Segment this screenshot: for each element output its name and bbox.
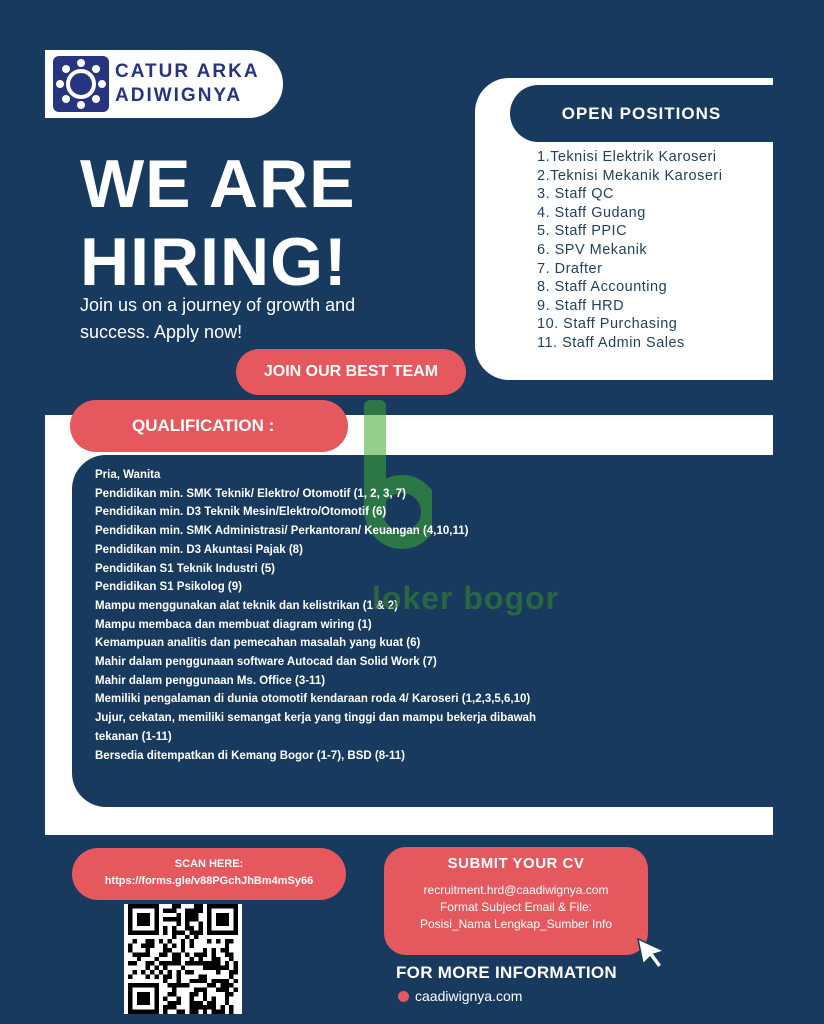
company-name-line2: ADIWIGNYA — [115, 85, 243, 106]
submit-cv-title: SUBMIT YOUR CV — [447, 855, 585, 872]
tagline: Join us on a journey of growth and success. Apply now! — [80, 295, 356, 342]
position-item: 3. Staff QC — [537, 186, 614, 203]
join-team-button[interactable]: JOIN OUR BEST TEAM — [236, 349, 466, 395]
company-logo — [45, 50, 283, 118]
positions-title: OPEN POSITIONS — [510, 85, 773, 142]
qualification-item: Pendidikan min. D3 Teknik Mesin/Elektro/Otomotif (6) — [95, 506, 387, 519]
qualification-item: Pendidikan S1 Psikolog (9) — [95, 581, 242, 594]
position-item: 6. SPV Mekanik — [537, 241, 648, 258]
position-item: 2.Teknisi Mekanik Karoseri — [537, 167, 723, 184]
position-item: 5. Staff PPIC — [537, 223, 628, 240]
positions-list — [537, 148, 722, 353]
qualification-item: Bersedia ditempatkan di Kemang Bogor (1-7), BSD (8-11) — [95, 749, 405, 762]
form-link[interactable]: https://forms.gle/v88PGchJhBm4mSy66 — [104, 875, 314, 887]
gear-logo-icon — [53, 56, 109, 112]
website[interactable] — [398, 988, 522, 1004]
qualification-item: Pendidikan min. SMK Teknik/ Elektro/ Otomotif (1, 2, 3, 7) — [95, 487, 406, 500]
qualification-item: Mahir dalam penggunaan software Autocad dan Solid Work (7) — [95, 656, 437, 669]
qualification-item: Pendidikan S1 Teknik Industri (5) — [95, 562, 275, 575]
more-info-title: FOR MORE INFORMATION — [396, 963, 617, 982]
qualification-item: Pendidikan min. SMK Administrasi/ Perkantoran/ Keuangan (4,10,11) — [95, 525, 469, 538]
watermark-text: loker bogor — [372, 580, 560, 616]
qualification-item: Mampu membaca dan membuat diagram wiring (1) — [95, 618, 372, 631]
company-name-line1: CATUR ARKA — [115, 61, 260, 82]
hiring-headline — [80, 145, 355, 301]
submit-cv-box — [384, 847, 648, 955]
position-item: 11. Staff Admin Sales — [537, 334, 685, 351]
qualification-item: Memiliki pengalaman di dunia otomotif kendaraan roda 4/ Karoseri (1,2,3,5,6,10) — [95, 693, 531, 706]
qualification-title: QUALIFICATION : — [70, 400, 348, 452]
position-item: 8. Staff Accounting — [537, 279, 668, 296]
qualification-item: Mahir dalam penggunaan Ms. Office (3-11) — [95, 674, 326, 687]
position-item: 10. Staff Purchasing — [537, 316, 678, 333]
headline-line2: HIRING! — [80, 224, 348, 300]
position-item: 7. Drafter — [537, 260, 603, 277]
position-item: 4. Staff Gudang — [537, 204, 646, 221]
format-value: Posisi_Nama Lengkap_Sumber Info — [419, 917, 613, 931]
position-item: 9. Staff HRD — [537, 297, 625, 314]
scan-pill — [72, 848, 346, 900]
qualification-item: Jujur, cekatan, memiliki semangat kerja yang tinggi dan mampu bekerja dibawah tekanan (1-11) — [95, 712, 536, 743]
company-name — [115, 60, 260, 108]
qualification-item: Pria, Wanita — [95, 469, 161, 481]
format-label: Format Subject Email & File: — [439, 900, 593, 914]
scan-title: SCAN HERE: — [174, 858, 244, 870]
qualification-item: Pendidikan min. D3 Akuntasi Pajak (8) — [95, 543, 303, 556]
position-item: 1.Teknisi Elektrik Karoseri — [537, 149, 717, 165]
recruitment-email[interactable]: recruitment.hrd@caadiwignya.com — [423, 883, 609, 897]
qualification-item: Kemampuan analitis dan pemecahan masalah yang kuat (6) — [95, 637, 421, 650]
qualification-item: Mampu menggunakan alat teknik dan kelistrikan (1 & 2) — [95, 599, 398, 612]
qr-code-icon[interactable] — [124, 904, 242, 1014]
globe-icon — [398, 991, 409, 1002]
headline-line1: WE ARE — [80, 146, 356, 222]
website-link[interactable]: caadiwignya.com — [415, 988, 523, 1004]
click-cursor-icon — [624, 925, 670, 971]
